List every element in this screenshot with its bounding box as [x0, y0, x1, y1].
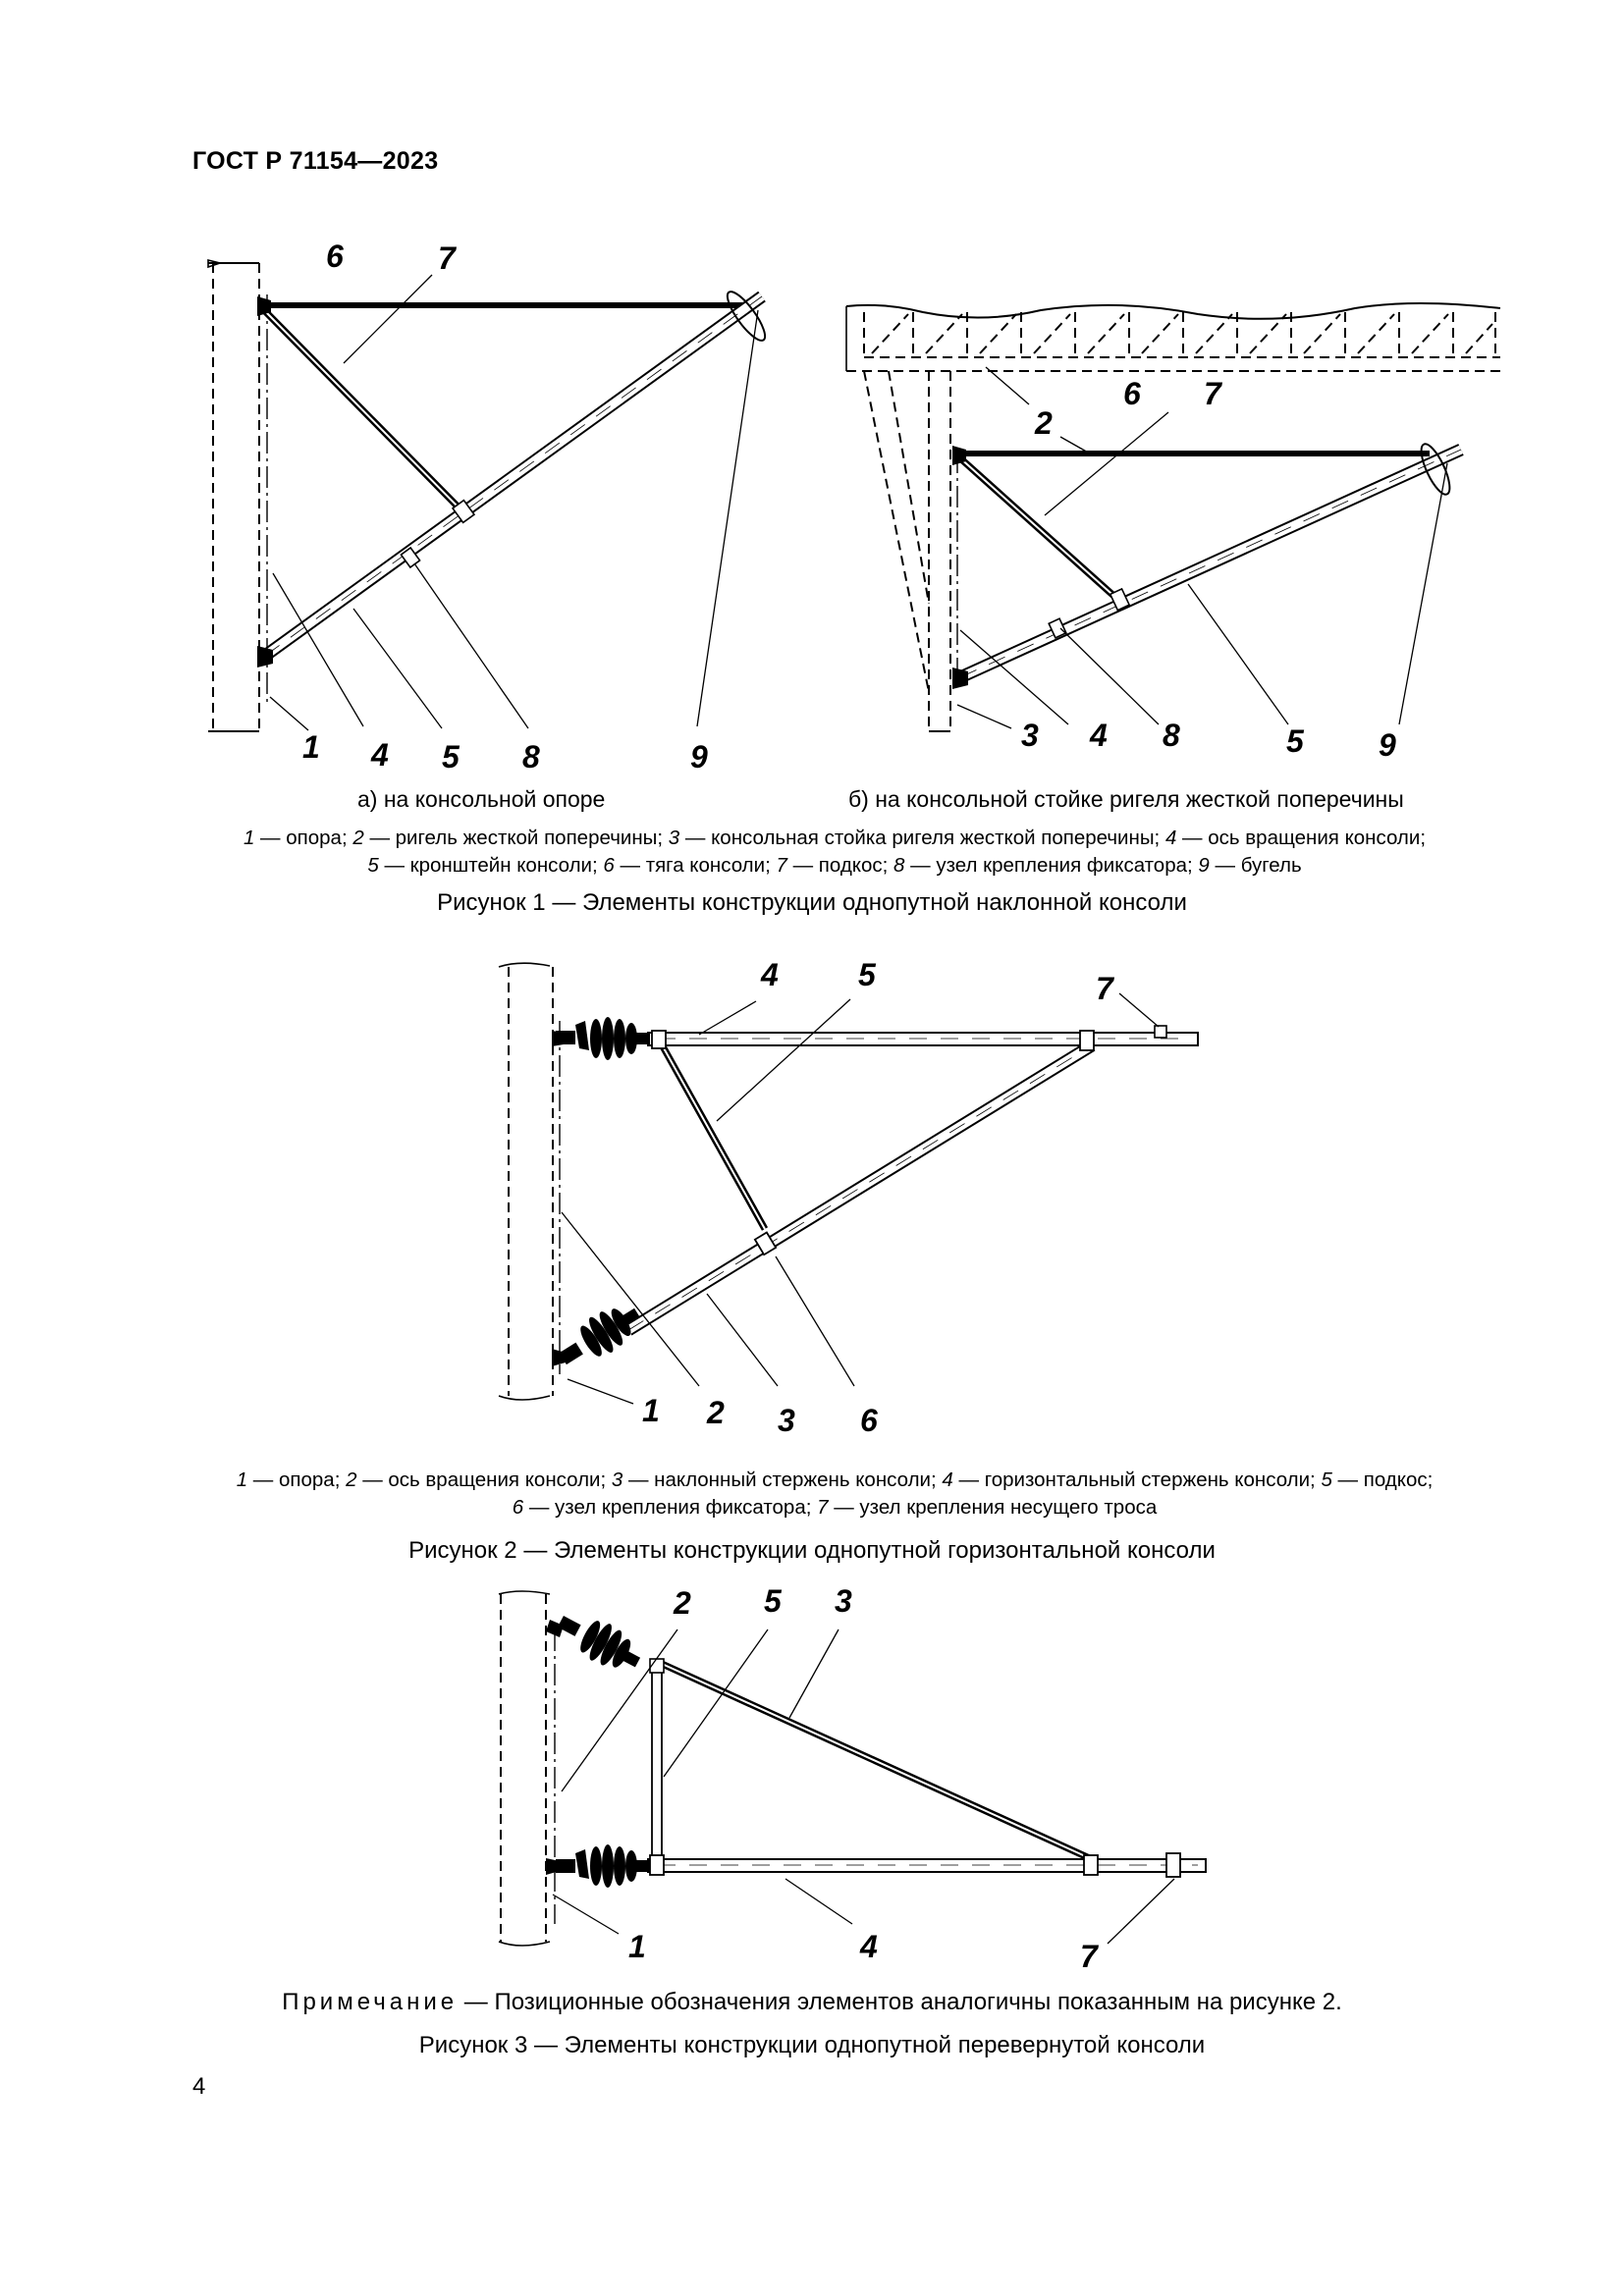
fig1b-label-6: 6: [1123, 376, 1141, 411]
fig1b-label-8: 8: [1163, 718, 1180, 753]
figure-2-drawing: [0, 942, 1624, 1472]
fig1a-label-1: 1: [302, 729, 320, 765]
fig1b-label-5: 5: [1286, 723, 1304, 759]
figure-1a-console: [257, 287, 771, 667]
fig1a-label-5: 5: [442, 739, 460, 774]
figure-2-insulator-bottom: [552, 1295, 648, 1376]
figure-3-pole: [499, 1591, 555, 1946]
figure-1b-subcaption: б) на консольной стойке ригеля жесткой поперечины: [848, 786, 1404, 812]
figure-1-legend: [157, 825, 1512, 880]
fig1b-label-9: 9: [1379, 727, 1396, 763]
figure-2-insulator-top: [556, 1017, 650, 1060]
fig1b-label-2: 2: [1035, 405, 1053, 441]
fig2-label-2: 2: [707, 1395, 725, 1430]
figure-1b-post: [864, 371, 957, 731]
legend-line: 1 — опора; 2 — ось вращения консоли; 3 — наклонный стержень консоли; 4 — горизонтальный стержень консоли; 5 — подкос;: [236, 1468, 1434, 1491]
fig2-label-1: 1: [642, 1393, 660, 1428]
legend-line: 6 — узел крепления фиксатора; 7 — узел крепления несущего троса: [512, 1496, 1158, 1519]
fig1a-label-9: 9: [690, 739, 708, 774]
fig1b-label-4: 4: [1090, 718, 1108, 753]
fig2-label-5: 5: [858, 957, 876, 992]
figure-1-drawing: [0, 0, 1624, 785]
fig3-label-7: 7: [1080, 1939, 1098, 1974]
fig3-label-5: 5: [764, 1583, 782, 1619]
document-header: ГОСТ Р 71154—2023: [192, 147, 439, 175]
figure-3-drawing: [0, 1571, 1624, 2002]
fig2-label-3: 3: [778, 1403, 795, 1438]
figure-1b-console: [952, 441, 1461, 689]
figure-3-leaders: [553, 1629, 1174, 1944]
figure-1a-subcaption: а) на консольной опоре: [357, 786, 606, 812]
page-number: 4: [192, 2073, 206, 2100]
fig2-label-6: 6: [860, 1403, 878, 1438]
fig1a-label-7: 7: [438, 240, 456, 276]
figure-1-caption: Рисунок 1 — Элементы конструкции однопутной наклонной консоли: [437, 889, 1187, 916]
figure-3-insulator-bottom: [556, 1844, 650, 1888]
figure-2-legend: [157, 1467, 1512, 1522]
fig3-label-3: 3: [835, 1583, 852, 1619]
figure-1b-rigel: [846, 303, 1500, 371]
legend-line: 1 — опора; 2 — ригель жесткой поперечины; 3 — консольная стойка ригеля жесткой поперечины; 4 — ось вращения консоли;: [243, 827, 1427, 849]
figure-2-caption: Рисунок 2 — Элементы конструкции однопутной горизонтальной консоли: [408, 1537, 1216, 1564]
fig1a-label-4: 4: [371, 737, 389, 773]
fig3-label-1: 1: [628, 1929, 646, 1964]
fig2-label-4: 4: [761, 957, 779, 992]
figure-3-caption: Рисунок 3 — Элементы конструкции однопутной перевернутой консоли: [418, 2032, 1206, 2058]
note-prefix: Примечание: [282, 1989, 459, 2015]
fig1b-label-3: 3: [1021, 718, 1039, 753]
fig2-label-7: 7: [1096, 971, 1113, 1006]
fig1b-label-7: 7: [1204, 376, 1221, 411]
fig3-label-2: 2: [674, 1585, 691, 1621]
legend-line: 5 — кронштейн консоли; 6 — тяга консоли; 7 — подкос; 8 — узел крепления фиксатора; 9 — бугель: [367, 854, 1302, 877]
figure-3-insulator-top: [551, 1603, 647, 1681]
figure-1b-leaders: [957, 367, 1447, 728]
figure-3-console: [546, 1603, 1206, 1888]
figure-1a-leaders: [270, 275, 758, 730]
figure-2-pole: [499, 963, 560, 1400]
fig1a-label-8: 8: [522, 739, 540, 774]
note-text: — Позиционные обозначения элементов аналогичны показанным на рисунке 2.: [458, 1989, 1342, 2015]
fig3-label-4: 4: [860, 1929, 878, 1964]
fig1a-label-6: 6: [326, 239, 344, 274]
figure-3-note: [0, 1989, 1624, 2016]
